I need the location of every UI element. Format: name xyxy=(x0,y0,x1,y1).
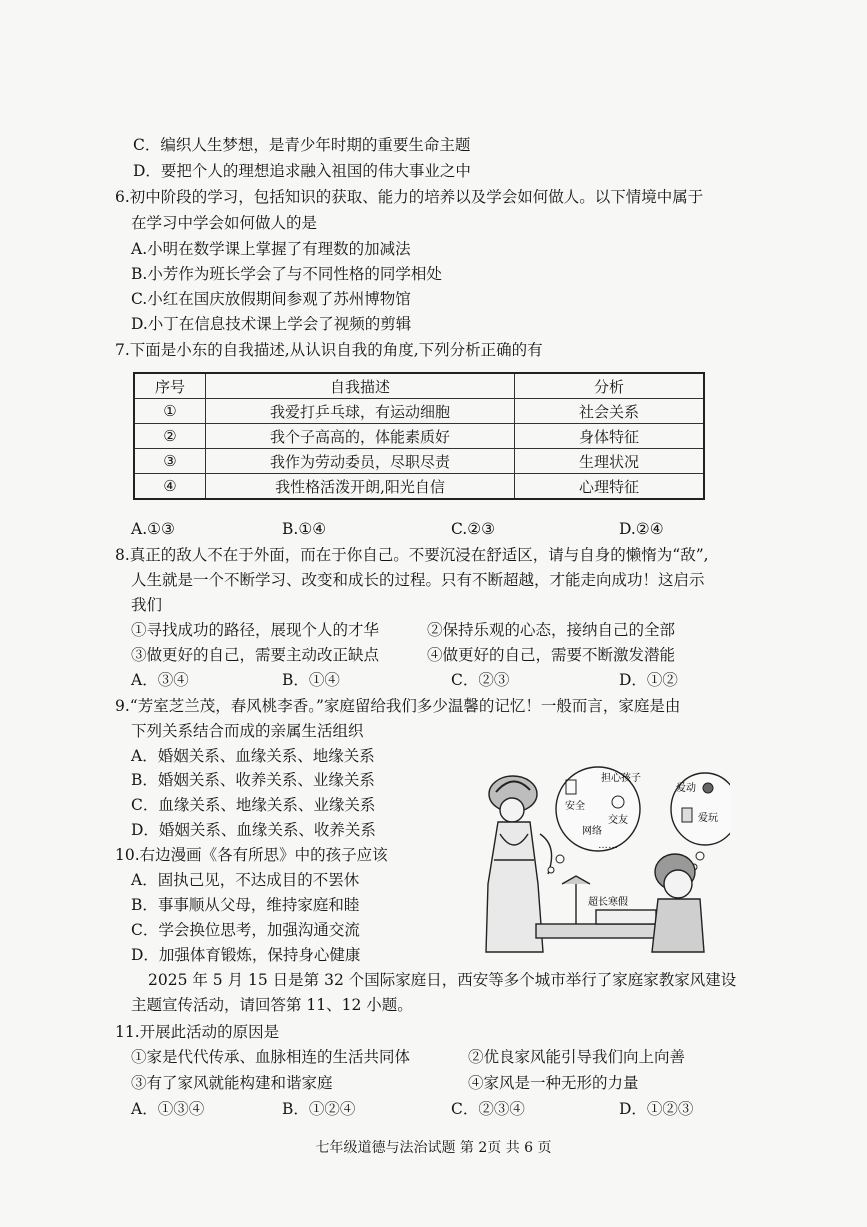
q8-statement-1: ①寻找成功的路径，展现个人的才华 xyxy=(131,621,380,639)
table-cell: 心理特征 xyxy=(515,474,705,500)
q11-option-a: A．①③④ xyxy=(131,1100,205,1118)
q5-option-d: D．要把个人的理想追求融入祖国的伟大事业之中 xyxy=(133,162,471,180)
q8-option-c: C．②③ xyxy=(451,671,510,689)
mother-thought-bubble xyxy=(548,767,641,873)
q11-statement-3: ③有了家风就能构建和谐家庭 xyxy=(131,1074,333,1092)
q7-option-d: D.②④ xyxy=(619,520,664,538)
table-row xyxy=(134,449,704,474)
table-cell: ③ xyxy=(134,449,206,474)
context-line1: 2025 年 5 月 15 日是第 32 个国际家庭日，西安等多个城市举行了家庭家教家风建设 xyxy=(148,971,737,989)
q10-option-d: D．加强体育锻炼，保持身心健康 xyxy=(131,946,361,964)
q11-stem: 11.开展此活动的原因是 xyxy=(115,1023,280,1041)
q7-table-header xyxy=(134,373,704,399)
q9-option-d: D．婚姻关系、血缘关系、收养关系 xyxy=(131,821,376,839)
cartoon-illustration xyxy=(468,764,730,954)
bubble-text-active: 爱动 xyxy=(676,783,696,794)
q5-option-c: C．编织人生梦想，是青少年时期的重要生命主题 xyxy=(133,136,471,154)
page-footer: 七年级道德与法治试题 第 2页 共 6 页 xyxy=(315,1140,552,1156)
q8-stem-line3: 我们 xyxy=(131,596,163,614)
table-row xyxy=(134,399,704,424)
q9-stem-line2: 下列关系结合而成的亲属生活组织 xyxy=(131,722,364,740)
q9-stem-line1: 9.“芳室芝兰茂，春风桃李香。”家庭留给我们多少温馨的记忆！一般而言，家庭是由 xyxy=(115,697,681,715)
q8-statement-4: ④做更好的自己，需要不断激发潜能 xyxy=(427,646,676,664)
q11-statement-2: ②优良家风能引导我们向上向善 xyxy=(468,1048,686,1066)
table-header-cell: 分析 xyxy=(515,373,705,399)
q7-option-c: C.②③ xyxy=(451,520,496,538)
book-label: 超长寒假 xyxy=(588,897,628,908)
game-icon xyxy=(682,808,692,822)
q8-option-a: A．③④ xyxy=(131,671,189,689)
q7-option-b: B.①④ xyxy=(282,520,327,538)
table-cell: 生理状况 xyxy=(515,449,705,474)
q8-option-d: D．①② xyxy=(619,671,678,689)
q11-option-d: D．①②③ xyxy=(619,1100,694,1118)
bubble-text-play: 爱玩 xyxy=(698,813,718,824)
q6-option-c: C.小红在国庆放假期间参观了苏州博物馆 xyxy=(131,290,411,308)
q7-stem: 7.下面是小东的自我描述,从认识自我的角度,下列分析正确的有 xyxy=(115,341,543,359)
table-cell: 身体特征 xyxy=(515,424,705,449)
table-cell: 我作为劳动委员，尽职尽责 xyxy=(206,449,515,474)
q7-option-a: A.①③ xyxy=(131,520,175,538)
table-cell: ④ xyxy=(134,474,206,500)
table-header-cell: 序号 xyxy=(134,373,206,399)
q11-statement-4: ④家风是一种无形的力量 xyxy=(468,1074,639,1092)
q9-option-a: A．婚姻关系、血缘关系、地缘关系 xyxy=(131,747,375,765)
q6-option-d: D.小丁在信息技术课上学会了视频的剪辑 xyxy=(131,315,412,333)
bubble-text-internet: 网络 xyxy=(582,826,602,837)
q10-stem: 10.右边漫画《各有所思》中的孩子应该 xyxy=(115,846,388,864)
bubble-text-friends: 交友 xyxy=(608,815,628,826)
q11-option-c: C．②③④ xyxy=(451,1100,525,1118)
q10-option-b: B．事事顺从父母，维持家庭和睦 xyxy=(131,896,360,914)
q10-option-c: C．学会换位思考，加强沟通交流 xyxy=(131,921,360,939)
q8-option-b: B．①④ xyxy=(282,671,340,689)
table-cell: 我爱打乒乓球，有运动细胞 xyxy=(206,399,515,424)
table-cell: 社会关系 xyxy=(515,399,705,424)
q6-stem-line1: 6.初中阶段的学习，包括知识的获取、能力的培养以及学会如何做人。以下情境中属于 xyxy=(115,188,704,206)
ball-icon xyxy=(703,783,713,793)
q10-option-a: A．固执己见，不达成目的不罢休 xyxy=(131,871,360,889)
context-line2: 主题宣传活动，请回答第 11、12 小题。 xyxy=(131,996,413,1014)
q8-stem-line1: 8.真正的敌人不在于外面，而在于你自己。不要沉浸在舒适区，请与自身的懒惰为“敌”, xyxy=(115,546,709,564)
q7-table xyxy=(133,372,705,500)
q6-option-a: A.小明在数学课上掌握了有理数的加减法 xyxy=(131,240,411,258)
q8-statement-2: ②保持乐观的心态，接纳自己的全部 xyxy=(427,621,676,639)
q6-stem-line2: 在学习中学会如何做人的是 xyxy=(131,214,318,232)
bubble-text-ellipsis: …… xyxy=(598,840,618,851)
table-row xyxy=(134,424,704,449)
q9-option-b: B．婚姻关系、收养关系、业缘关系 xyxy=(131,771,375,789)
q8-statement-3: ③做更好的自己，需要主动改正缺点 xyxy=(131,646,380,664)
q11-statement-1: ①家是代代传承、血脉相连的生活共同体 xyxy=(131,1048,411,1066)
q8-stem-line2: 人生就是一个不断学习、改变和成长的过程。只有不断超越，才能走向成功！这启示 xyxy=(131,571,705,589)
table-row xyxy=(134,474,704,500)
q9-option-c: C．血缘关系、地缘关系、业缘关系 xyxy=(131,796,376,814)
table-cell: ② xyxy=(134,424,206,449)
q6-option-b: B.小芳作为班长学会了与不同性格的同学相处 xyxy=(131,265,442,283)
table-cell: ① xyxy=(134,399,206,424)
table-cell: 我性格活泼开朗,阳光自信 xyxy=(206,474,515,500)
table-header-cell: 自我描述 xyxy=(206,373,515,399)
table-cell: 我个子高高的，体能素质好 xyxy=(206,424,515,449)
bubble-text-worry: 担心孩子 xyxy=(601,773,641,784)
bubble-text-safety: 安全 xyxy=(565,801,585,812)
q11-option-b: B．①②④ xyxy=(282,1100,356,1118)
